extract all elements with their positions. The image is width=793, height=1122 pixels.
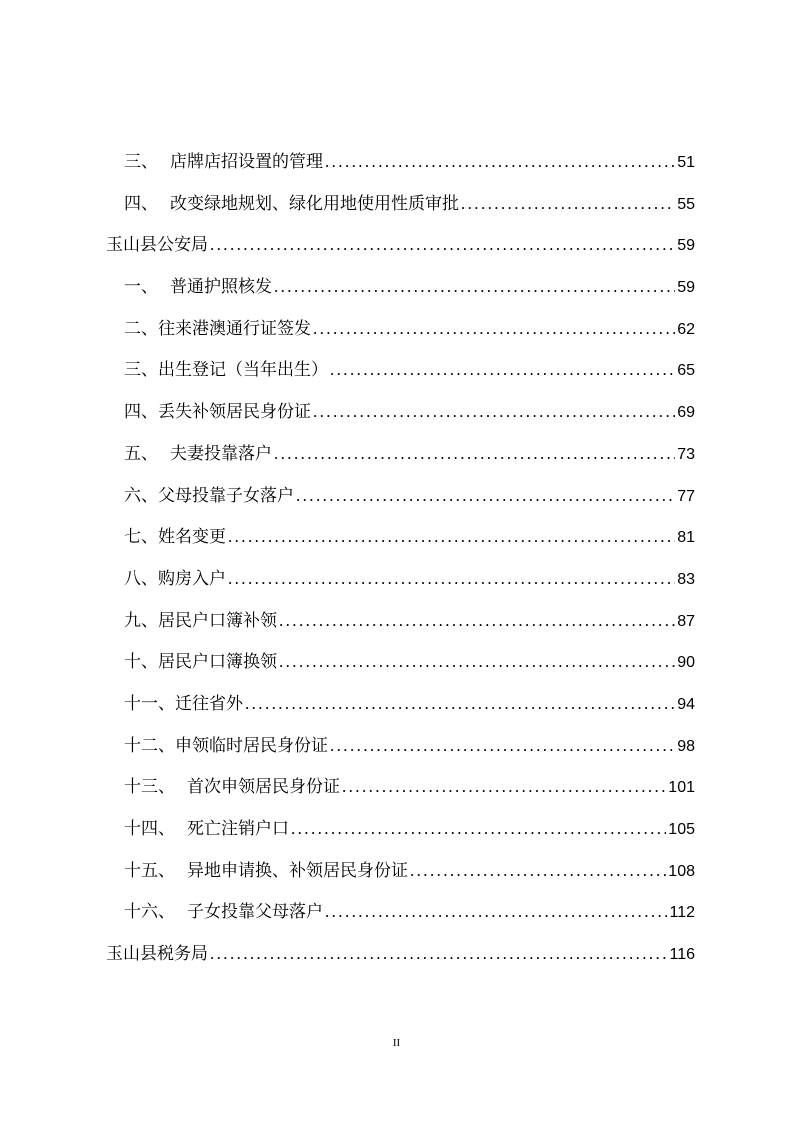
toc-entry-number: 十六、 (124, 902, 175, 923)
toc-entry[interactable] (106, 190, 695, 232)
toc-entry-number: 十三、 (124, 777, 175, 798)
toc-dot-leader (330, 356, 675, 384)
toc-dot-leader (210, 231, 675, 259)
toc-entry[interactable] (106, 398, 695, 440)
toc-entry-title: 七、姓名变更 (124, 527, 226, 548)
toc-entry[interactable] (106, 231, 695, 273)
toc-entry-number: 十五、 (124, 860, 175, 881)
toc-entry-page-number: 77 (677, 487, 695, 505)
toc-dot-leader (330, 732, 675, 760)
toc-dot-leader (228, 523, 675, 551)
toc-entry-page-number: 62 (677, 320, 695, 338)
toc-entry-page-number: 51 (677, 154, 695, 171)
toc-dot-leader (296, 482, 675, 510)
toc-entry-page-number: 73 (677, 445, 695, 463)
toc-entry[interactable] (106, 690, 695, 732)
toc-entry-title: 玉山县税务局 (106, 944, 208, 965)
toc-entry-page-number: 65 (677, 362, 695, 380)
toc-entry[interactable] (106, 607, 695, 649)
toc-entry-page-number: 116 (669, 946, 695, 964)
toc-entry[interactable] (106, 482, 695, 524)
toc-entry-page-number: 90 (677, 654, 695, 672)
toc-entry-number: 四、 (124, 193, 158, 214)
toc-entry-title: 夫妻投靠落户 (170, 443, 272, 464)
toc-dot-leader (279, 607, 675, 635)
toc-dot-leader (291, 815, 666, 843)
toc-entry-title: 六、父母投靠子女落户 (124, 485, 294, 506)
toc-entry-page-number: 98 (677, 737, 695, 755)
toc-entry[interactable] (106, 148, 695, 190)
toc-entry-title: 异地申请换、补领居民身份证 (187, 860, 408, 881)
toc-entry[interactable] (106, 440, 695, 482)
toc-entry[interactable] (106, 815, 695, 857)
toc-entry-page-number: 59 (677, 237, 695, 255)
toc-entry-number: 十四、 (124, 819, 175, 839)
toc-entry-title: 改变绿地规划、绿化用地使用性质审批 (170, 193, 459, 214)
toc-dot-leader (274, 440, 675, 468)
toc-dot-leader (313, 315, 675, 343)
toc-entry-page-number: 69 (677, 404, 695, 422)
toc-entry[interactable] (106, 732, 695, 774)
toc-entry-number: 三、 (124, 152, 158, 172)
toc-entry[interactable] (106, 273, 695, 315)
toc-entry-title: 九、居民户口簿补领 (124, 610, 277, 631)
toc-entry[interactable] (106, 648, 695, 690)
toc-entry-title: 四、丢失补领居民身份证 (124, 402, 311, 423)
toc-entry-title: 子女投靠父母落户 (187, 902, 323, 923)
toc-entry[interactable] (106, 898, 695, 940)
toc-entry-title: 普通护照核发 (170, 277, 272, 298)
toc-entry-page-number: 83 (677, 570, 695, 588)
toc-entry-title: 店牌店招设置的管理 (170, 152, 323, 172)
toc-entry-page-number: 101 (668, 779, 695, 797)
toc-entry-page-number: 94 (677, 695, 695, 713)
toc-entry-page-number: 112 (669, 904, 695, 922)
toc-entry[interactable] (106, 523, 695, 565)
footer-page-number: II (392, 1037, 401, 1049)
toc-entry-title: 八、购房入户 (124, 568, 226, 589)
toc-dot-leader (461, 190, 675, 218)
toc-entry-title: 三、出生登记（当年出生） (124, 360, 328, 381)
toc-entry[interactable] (106, 565, 695, 607)
toc-dot-leader (245, 690, 675, 718)
toc-entry[interactable] (106, 315, 695, 357)
toc-entry-title: 玉山县公安局 (106, 235, 208, 256)
toc-entry-page-number: 87 (677, 612, 695, 630)
toc-entry-title: 死亡注销户口 (187, 819, 289, 839)
toc-entry-page-number: 81 (677, 529, 695, 547)
toc-entry-title: 二、往来港澳通行证签发 (124, 318, 311, 339)
table-of-contents (106, 148, 695, 982)
toc-entry-title: 十、居民户口簿换领 (124, 652, 277, 673)
toc-entry[interactable] (106, 773, 695, 815)
toc-entry-number: 五、 (124, 443, 158, 464)
toc-entry-title: 十二、申领临时居民身份证 (124, 735, 328, 756)
toc-entry-number: 一、 (124, 277, 158, 298)
toc-entry-page-number: 108 (668, 862, 695, 880)
toc-dot-leader (279, 648, 675, 676)
toc-entry[interactable] (106, 940, 695, 982)
toc-entry-page-number: 55 (677, 195, 695, 213)
toc-entry-page-number: 105 (668, 821, 695, 838)
toc-dot-leader (325, 148, 675, 176)
toc-dot-leader (228, 565, 675, 593)
toc-entry[interactable] (106, 356, 695, 398)
toc-entry[interactable] (106, 857, 695, 899)
toc-dot-leader (274, 273, 675, 301)
toc-dot-leader (210, 940, 667, 968)
toc-dot-leader (325, 898, 667, 926)
toc-entry-title: 十一、迁往省外 (124, 693, 243, 714)
toc-entry-title: 首次申领居民身份证 (187, 777, 340, 798)
toc-dot-leader (313, 398, 675, 426)
toc-dot-leader (342, 773, 666, 801)
toc-entry-page-number: 59 (677, 279, 695, 297)
toc-dot-leader (410, 857, 666, 885)
